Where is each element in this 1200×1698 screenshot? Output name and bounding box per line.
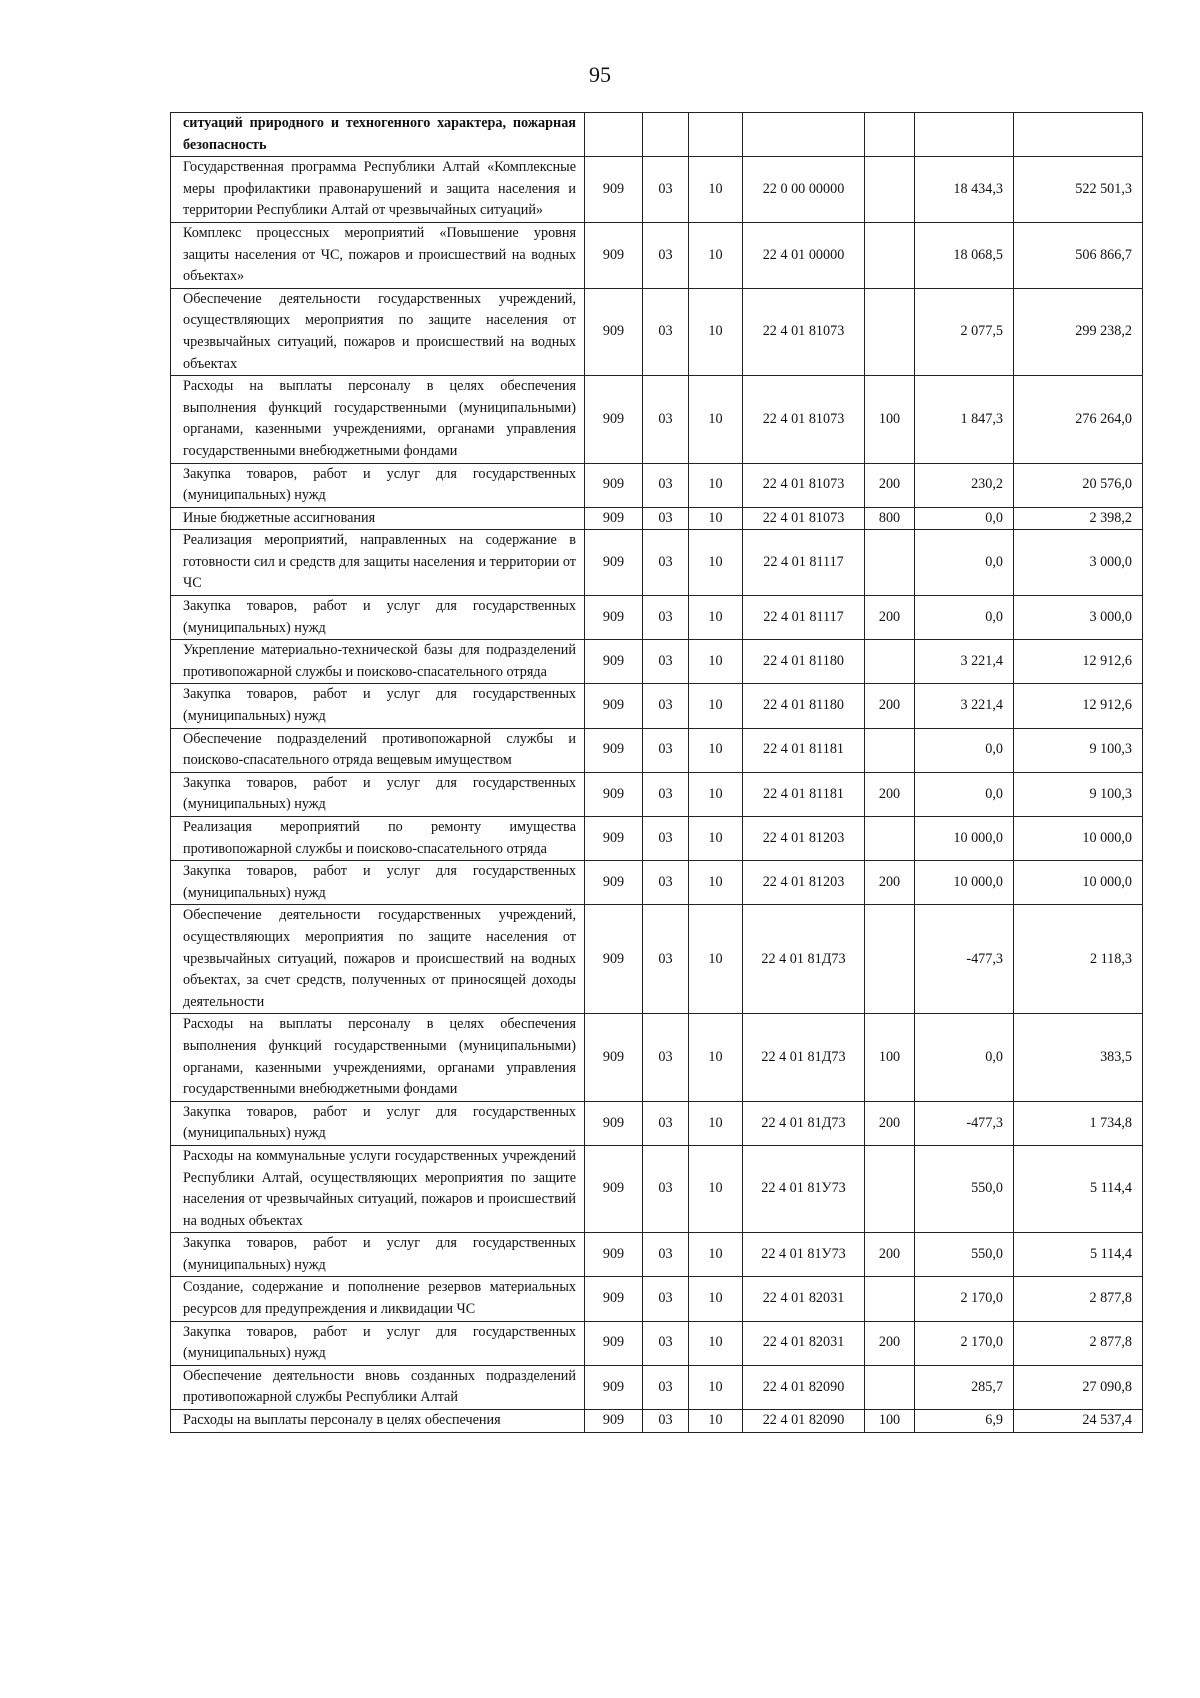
cell-amount-total: 2 877,8: [1014, 1277, 1143, 1321]
cell-amount-change: -477,3: [915, 905, 1014, 1014]
cell-subsection-code: 10: [689, 861, 743, 905]
cell-target-item-code: 22 0 00 00000: [743, 157, 865, 223]
cell-subsection-code: 10: [689, 1145, 743, 1232]
cell-section-code: 03: [643, 728, 689, 772]
cell-section-code: 03: [643, 1410, 689, 1433]
cell-section-code: 03: [643, 1277, 689, 1321]
cell-amount-total: 10 000,0: [1014, 861, 1143, 905]
table-row: [171, 1233, 1143, 1277]
table-body: [171, 113, 1143, 1433]
cell-section-code: 03: [643, 861, 689, 905]
cell-department-code: 909: [585, 1277, 643, 1321]
cell-amount-change: 6,9: [915, 1410, 1014, 1433]
cell-amount-total: 2 118,3: [1014, 905, 1143, 1014]
cell-amount-change: 2 170,0: [915, 1277, 1014, 1321]
cell-subsection-code: 10: [689, 905, 743, 1014]
table-row: [171, 1145, 1143, 1232]
cell-expense-type-code: [865, 640, 915, 684]
cell-expense-type-code: [865, 817, 915, 861]
cell-department-code: 909: [585, 288, 643, 375]
table-row: [171, 1277, 1143, 1321]
cell-department-code: 909: [585, 817, 643, 861]
cell-department-code: 909: [585, 507, 643, 530]
cell-expense-type-code: [865, 288, 915, 375]
cell-expense-type-code: [865, 1145, 915, 1232]
cell-subsection-code: 10: [689, 728, 743, 772]
cell-subsection-code: 10: [689, 530, 743, 596]
cell-amount-change: 230,2: [915, 463, 1014, 507]
cell-amount-total: 299 238,2: [1014, 288, 1143, 375]
cell-expense-type-code: 200: [865, 684, 915, 728]
cell-amount-total: 12 912,6: [1014, 684, 1143, 728]
cell-department-code: [585, 113, 643, 157]
cell-amount-total: 3 000,0: [1014, 530, 1143, 596]
table-row: [171, 1014, 1143, 1101]
cell-department-code: 909: [585, 376, 643, 463]
cell-amount-total: [1014, 113, 1143, 157]
cell-amount-change: -477,3: [915, 1101, 1014, 1145]
cell-subsection-code: [689, 113, 743, 157]
table-row: [171, 905, 1143, 1014]
cell-expense-type-code: 200: [865, 596, 915, 640]
table-row: [171, 1101, 1143, 1145]
cell-amount-change: 0,0: [915, 596, 1014, 640]
cell-expense-type-code: 200: [865, 772, 915, 816]
cell-name: Закупка товаров, работ и услуг для государственных (муниципальных) нужд: [171, 1101, 585, 1145]
cell-name: Закупка товаров, работ и услуг для государственных (муниципальных) нужд: [171, 861, 585, 905]
cell-subsection-code: 10: [689, 157, 743, 223]
cell-amount-total: 5 114,4: [1014, 1233, 1143, 1277]
cell-amount-total: 27 090,8: [1014, 1365, 1143, 1409]
cell-section-code: 03: [643, 1321, 689, 1365]
cell-expense-type-code: 200: [865, 861, 915, 905]
cell-name: Комплекс процессных мероприятий «Повышение уровня защиты населения от ЧС, пожаров и происшествий на водных объектах»: [171, 222, 585, 288]
cell-name: Расходы на выплаты персоналу в целях обеспечения выполнения функций государственными (муниципальными) органами, казенными учреждениями, органами управления государственными внебюджетными фондами: [171, 1014, 585, 1101]
cell-expense-type-code: [865, 728, 915, 772]
cell-amount-change: 10 000,0: [915, 817, 1014, 861]
cell-name: Закупка товаров, работ и услуг для государственных (муниципальных) нужд: [171, 684, 585, 728]
cell-amount-change: 0,0: [915, 728, 1014, 772]
cell-subsection-code: 10: [689, 1014, 743, 1101]
table-row: [171, 596, 1143, 640]
cell-department-code: 909: [585, 157, 643, 223]
cell-amount-total: 3 000,0: [1014, 596, 1143, 640]
cell-subsection-code: 10: [689, 1233, 743, 1277]
cell-name: Закупка товаров, работ и услуг для государственных (муниципальных) нужд: [171, 596, 585, 640]
cell-target-item-code: 22 4 01 00000: [743, 222, 865, 288]
cell-name: Обеспечение деятельности государственных учреждений, осуществляющих мероприятия по защите населения от чрезвычайных ситуаций, пожаров и происшествий на водных объектах: [171, 288, 585, 375]
cell-amount-total: 276 264,0: [1014, 376, 1143, 463]
cell-name: ситуаций природного и техногенного характера, пожарная безопасность: [171, 113, 585, 157]
cell-expense-type-code: [865, 113, 915, 157]
cell-amount-total: 9 100,3: [1014, 772, 1143, 816]
cell-department-code: 909: [585, 905, 643, 1014]
cell-target-item-code: 22 4 01 82090: [743, 1410, 865, 1433]
cell-target-item-code: 22 4 01 81117: [743, 530, 865, 596]
cell-subsection-code: 10: [689, 684, 743, 728]
cell-subsection-code: 10: [689, 640, 743, 684]
cell-expense-type-code: 100: [865, 1014, 915, 1101]
cell-department-code: 909: [585, 684, 643, 728]
cell-expense-type-code: 200: [865, 1101, 915, 1145]
cell-subsection-code: 10: [689, 1101, 743, 1145]
table-row: [171, 507, 1143, 530]
cell-department-code: 909: [585, 1014, 643, 1101]
cell-target-item-code: 22 4 01 82031: [743, 1321, 865, 1365]
cell-section-code: 03: [643, 463, 689, 507]
cell-amount-total: 522 501,3: [1014, 157, 1143, 223]
cell-name: Иные бюджетные ассигнования: [171, 507, 585, 530]
cell-department-code: 909: [585, 1321, 643, 1365]
cell-target-item-code: 22 4 01 81181: [743, 772, 865, 816]
cell-subsection-code: 10: [689, 1410, 743, 1433]
table-row: [171, 288, 1143, 375]
cell-section-code: 03: [643, 530, 689, 596]
cell-expense-type-code: [865, 905, 915, 1014]
cell-section-code: 03: [643, 1014, 689, 1101]
cell-expense-type-code: [865, 157, 915, 223]
cell-department-code: 909: [585, 222, 643, 288]
cell-amount-total: 9 100,3: [1014, 728, 1143, 772]
cell-name: Закупка товаров, работ и услуг для государственных (муниципальных) нужд: [171, 463, 585, 507]
cell-target-item-code: 22 4 01 82031: [743, 1277, 865, 1321]
table-row: [171, 728, 1143, 772]
cell-department-code: 909: [585, 1101, 643, 1145]
cell-amount-change: 1 847,3: [915, 376, 1014, 463]
table-row: [171, 861, 1143, 905]
cell-expense-type-code: [865, 1365, 915, 1409]
cell-name: Государственная программа Республики Алтай «Комплексные меры профилактики правонарушений и защита населения и территории Республики Алтай от чрезвычайных ситуаций»: [171, 157, 585, 223]
cell-amount-change: 0,0: [915, 530, 1014, 596]
cell-department-code: 909: [585, 463, 643, 507]
cell-section-code: 03: [643, 596, 689, 640]
cell-name: Обеспечение деятельности вновь созданных подразделений противопожарной службы Республики Алтай: [171, 1365, 585, 1409]
cell-name: Укрепление материально-технической базы для подразделений противопожарной службы и поисково-спасательного отряда: [171, 640, 585, 684]
cell-target-item-code: 22 4 01 81180: [743, 640, 865, 684]
cell-target-item-code: 22 4 01 81У73: [743, 1233, 865, 1277]
cell-amount-change: 285,7: [915, 1365, 1014, 1409]
cell-section-code: 03: [643, 376, 689, 463]
cell-section-code: 03: [643, 817, 689, 861]
cell-amount-total: 20 576,0: [1014, 463, 1143, 507]
cell-amount-total: 24 537,4: [1014, 1410, 1143, 1433]
table-row: [171, 530, 1143, 596]
cell-subsection-code: 10: [689, 507, 743, 530]
cell-expense-type-code: [865, 1277, 915, 1321]
cell-subsection-code: 10: [689, 1365, 743, 1409]
cell-subsection-code: 10: [689, 288, 743, 375]
cell-amount-total: 10 000,0: [1014, 817, 1143, 861]
table-row: [171, 817, 1143, 861]
cell-department-code: 909: [585, 1145, 643, 1232]
cell-name: Расходы на выплаты персоналу в целях обеспечения: [171, 1410, 585, 1433]
cell-target-item-code: 22 4 01 82090: [743, 1365, 865, 1409]
cell-amount-change: 3 221,4: [915, 684, 1014, 728]
cell-name: Расходы на коммунальные услуги государственных учреждений Республики Алтай, осуществляющих мероприятия по защите населения от чрезвычайных ситуаций, пожаров и происшествий на водных объектах: [171, 1145, 585, 1232]
cell-amount-change: 18 068,5: [915, 222, 1014, 288]
cell-department-code: 909: [585, 530, 643, 596]
cell-target-item-code: 22 4 01 81073: [743, 376, 865, 463]
cell-amount-change: 2 170,0: [915, 1321, 1014, 1365]
cell-subsection-code: 10: [689, 596, 743, 640]
table-row: [171, 222, 1143, 288]
cell-department-code: 909: [585, 596, 643, 640]
cell-expense-type-code: 100: [865, 376, 915, 463]
cell-amount-total: 2 398,2: [1014, 507, 1143, 530]
cell-name: Закупка товаров, работ и услуг для государственных (муниципальных) нужд: [171, 1233, 585, 1277]
table-row: [171, 113, 1143, 157]
cell-expense-type-code: [865, 222, 915, 288]
cell-subsection-code: 10: [689, 772, 743, 816]
cell-subsection-code: 10: [689, 376, 743, 463]
cell-section-code: 03: [643, 288, 689, 375]
table-row: [171, 684, 1143, 728]
cell-target-item-code: 22 4 01 81Д73: [743, 905, 865, 1014]
cell-amount-total: 12 912,6: [1014, 640, 1143, 684]
cell-department-code: 909: [585, 861, 643, 905]
cell-expense-type-code: 100: [865, 1410, 915, 1433]
cell-amount-change: 550,0: [915, 1233, 1014, 1277]
cell-section-code: 03: [643, 1145, 689, 1232]
table-row: [171, 157, 1143, 223]
table-row: [171, 1410, 1143, 1433]
cell-section-code: 03: [643, 1365, 689, 1409]
cell-department-code: 909: [585, 1233, 643, 1277]
cell-name: Обеспечение подразделений противопожарной службы и поисково-спасательного отряда вещевым имуществом: [171, 728, 585, 772]
cell-name: Реализация мероприятий по ремонту имущества противопожарной службы и поисково-спасательного отряда: [171, 817, 585, 861]
cell-expense-type-code: 200: [865, 1233, 915, 1277]
cell-section-code: 03: [643, 905, 689, 1014]
cell-section-code: 03: [643, 507, 689, 530]
cell-amount-change: 0,0: [915, 1014, 1014, 1101]
cell-department-code: 909: [585, 1365, 643, 1409]
cell-target-item-code: 22 4 01 81180: [743, 684, 865, 728]
cell-amount-total: 1 734,8: [1014, 1101, 1143, 1145]
cell-amount-total: 2 877,8: [1014, 1321, 1143, 1365]
table-row: [171, 1365, 1143, 1409]
cell-expense-type-code: 200: [865, 463, 915, 507]
cell-target-item-code: [743, 113, 865, 157]
cell-name: Закупка товаров, работ и услуг для государственных (муниципальных) нужд: [171, 772, 585, 816]
cell-section-code: 03: [643, 772, 689, 816]
cell-target-item-code: 22 4 01 81117: [743, 596, 865, 640]
cell-amount-change: [915, 113, 1014, 157]
page-number: 95: [589, 62, 611, 87]
cell-amount-total: 506 866,7: [1014, 222, 1143, 288]
cell-target-item-code: 22 4 01 81Д73: [743, 1101, 865, 1145]
cell-amount-total: 383,5: [1014, 1014, 1143, 1101]
cell-amount-change: 0,0: [915, 507, 1014, 530]
cell-amount-change: 10 000,0: [915, 861, 1014, 905]
cell-amount-change: 550,0: [915, 1145, 1014, 1232]
cell-name: Закупка товаров, работ и услуг для государственных (муниципальных) нужд: [171, 1321, 585, 1365]
cell-amount-change: 18 434,3: [915, 157, 1014, 223]
table-row: [171, 1321, 1143, 1365]
cell-name: Обеспечение деятельности государственных учреждений, осуществляющих мероприятия по защите населения от чрезвычайных ситуаций, пожаров и происшествий на водных объектах, за счет средств, полученных от приносящей доходы деятельности: [171, 905, 585, 1014]
cell-target-item-code: 22 4 01 81181: [743, 728, 865, 772]
cell-department-code: 909: [585, 1410, 643, 1433]
cell-amount-change: 3 221,4: [915, 640, 1014, 684]
cell-target-item-code: 22 4 01 81073: [743, 463, 865, 507]
cell-name: Расходы на выплаты персоналу в целях обеспечения выполнения функций государственными (муниципальными) органами, казенными учреждениями, органами управления государственными внебюджетными фондами: [171, 376, 585, 463]
cell-subsection-code: 10: [689, 463, 743, 507]
cell-section-code: 03: [643, 222, 689, 288]
cell-target-item-code: 22 4 01 81073: [743, 507, 865, 530]
table-row: [171, 640, 1143, 684]
cell-section-code: 03: [643, 640, 689, 684]
cell-amount-change: 2 077,5: [915, 288, 1014, 375]
cell-section-code: 03: [643, 1233, 689, 1277]
cell-expense-type-code: 200: [865, 1321, 915, 1365]
cell-expense-type-code: 800: [865, 507, 915, 530]
cell-department-code: 909: [585, 640, 643, 684]
cell-expense-type-code: [865, 530, 915, 596]
cell-subsection-code: 10: [689, 817, 743, 861]
table-row: [171, 376, 1143, 463]
cell-target-item-code: 22 4 01 81У73: [743, 1145, 865, 1232]
cell-target-item-code: 22 4 01 81203: [743, 817, 865, 861]
cell-subsection-code: 10: [689, 1277, 743, 1321]
cell-section-code: 03: [643, 684, 689, 728]
cell-department-code: 909: [585, 772, 643, 816]
cell-subsection-code: 10: [689, 1321, 743, 1365]
cell-subsection-code: 10: [689, 222, 743, 288]
cell-name: Реализация мероприятий, направленных на содержание в готовности сил и средств для защиты населения и территории от ЧС: [171, 530, 585, 596]
cell-target-item-code: 22 4 01 81203: [743, 861, 865, 905]
cell-target-item-code: 22 4 01 81073: [743, 288, 865, 375]
cell-amount-change: 0,0: [915, 772, 1014, 816]
budget-table: [170, 112, 1143, 1433]
cell-name: Создание, содержание и пополнение резервов материальных ресурсов для предупреждения и ликвидации ЧС: [171, 1277, 585, 1321]
cell-target-item-code: 22 4 01 81Д73: [743, 1014, 865, 1101]
table-row: [171, 463, 1143, 507]
cell-section-code: 03: [643, 1101, 689, 1145]
cell-section-code: [643, 113, 689, 157]
cell-amount-total: 5 114,4: [1014, 1145, 1143, 1232]
cell-section-code: 03: [643, 157, 689, 223]
cell-department-code: 909: [585, 728, 643, 772]
table-row: [171, 772, 1143, 816]
